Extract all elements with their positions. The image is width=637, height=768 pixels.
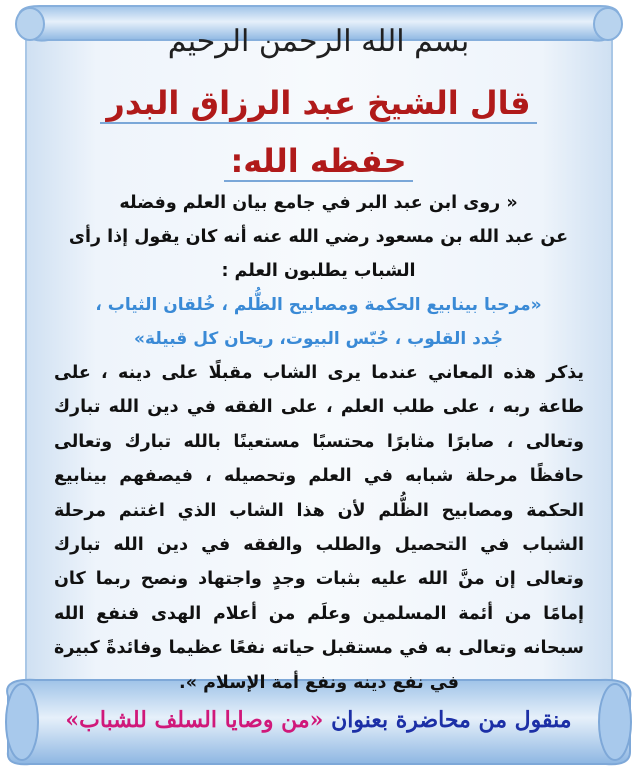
source-label: منقول من محاضرة بعنوان — [331, 707, 572, 733]
intro-paragraph — [50, 186, 587, 288]
title-line-2: حفظه الله: — [224, 142, 412, 182]
quote-line: جُدد القلوب ، حُبّس البيوت، ريحان كل قبيلة» — [134, 329, 503, 349]
intro-line: عن عبد الله بن مسعود رضي الله عنه أنه كان يقول إذا رأى — [68, 227, 569, 247]
page-subtitle — [0, 138, 637, 184]
title-line-1: قال الشيخ عبد الرزاق البدر — [100, 84, 536, 124]
basmala: بسم الله الرحمن الرحيم — [167, 24, 470, 59]
intro-line: الشباب يطلبون العلم : — [221, 261, 416, 281]
lecture-title: «من وصايا السلف للشباب» — [65, 707, 324, 733]
body-paragraph: يذكر هذه المعاني عندما يرى الشاب مقبلًا على دينه ، على طاعة ربه ، على طلب العلم ، على الفقه في دين الله تبارك وتعالى ، صابرًا مثابرًا محتسبًا مستعينًا بالله تبارك وتعالى حافظًا مرحلة شبابه في العلم وتحصيله ، فيصفهم بينابيع الحكمة ومصابيح الظُّلم لأن هذا الشاب الذي اغتنم مرحلة الشباب في التحصيل والطلب والفقه في دين الله تبارك وتعالى إن منَّ الله عليه بثبات وجدٍ واجتهاد ونصح ربما كان إمامًا من أئمة المسلمين وعلَم من أعلام الهدى فنفع الله سبحانه وتعالى به في مستقبل حياته نفعًا عظيما وفائدةً كبيرة في نفع دينه ونفع أمة الإسلام ». — [54, 363, 584, 693]
quote-line: «مرحبا بينابيع الحكمة ومصابيح الظُّلم ، خُلقان الثياب ، — [95, 295, 542, 315]
intro-line: « روى ابن عبد البر في جامع بيان العلم وفضله — [119, 193, 518, 213]
quote-block — [50, 288, 587, 356]
source-footer — [4, 700, 633, 740]
page-title — [0, 80, 637, 126]
